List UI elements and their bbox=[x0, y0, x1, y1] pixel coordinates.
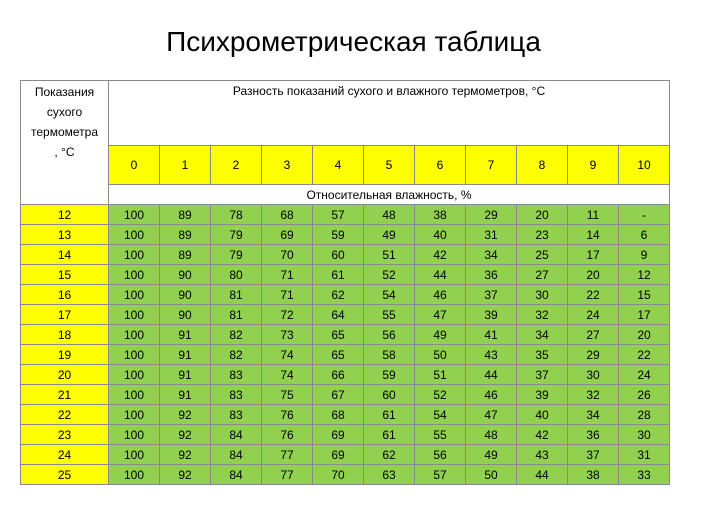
humidity-cell: 25 bbox=[517, 245, 568, 265]
header-row-difference bbox=[21, 81, 670, 146]
header-row-columns bbox=[21, 146, 670, 185]
humidity-cell: 58 bbox=[364, 345, 415, 365]
humidity-cell: 35 bbox=[517, 345, 568, 365]
humidity-cell: 31 bbox=[619, 445, 670, 465]
row-temp-label: 13 bbox=[21, 225, 109, 245]
humidity-cell: 90 bbox=[160, 285, 211, 305]
table-row bbox=[21, 265, 670, 285]
humidity-cell: 100 bbox=[109, 445, 160, 465]
humidity-cell: 22 bbox=[619, 345, 670, 365]
table-row bbox=[21, 425, 670, 445]
humidity-cell: 79 bbox=[211, 225, 262, 245]
humidity-cell: 100 bbox=[109, 345, 160, 365]
humidity-cell: 84 bbox=[211, 465, 262, 485]
humidity-cell: 61 bbox=[364, 425, 415, 445]
humidity-cell: 49 bbox=[466, 445, 517, 465]
humidity-cell: 60 bbox=[313, 245, 364, 265]
row-temp-label: 16 bbox=[21, 285, 109, 305]
dry-temp-header bbox=[21, 81, 109, 205]
humidity-cell: 82 bbox=[211, 325, 262, 345]
humidity-cell: 59 bbox=[313, 225, 364, 245]
row-temp-label: 17 bbox=[21, 305, 109, 325]
humidity-cell: 38 bbox=[568, 465, 619, 485]
humidity-cell: 100 bbox=[109, 425, 160, 445]
humidity-cell: 20 bbox=[517, 205, 568, 225]
humidity-cell: 79 bbox=[211, 245, 262, 265]
row-temp-label: 19 bbox=[21, 345, 109, 365]
humidity-cell: 26 bbox=[619, 385, 670, 405]
header-row-humidity bbox=[21, 185, 670, 205]
humidity-cell: 17 bbox=[568, 245, 619, 265]
humidity-cell: 48 bbox=[364, 205, 415, 225]
humidity-cell: 90 bbox=[160, 305, 211, 325]
humidity-cell: 46 bbox=[466, 385, 517, 405]
humidity-cell: 91 bbox=[160, 325, 211, 345]
table-row bbox=[21, 225, 670, 245]
humidity-cell: 64 bbox=[313, 305, 364, 325]
humidity-cell: 54 bbox=[364, 285, 415, 305]
table-row bbox=[21, 405, 670, 425]
humidity-cell: 11 bbox=[568, 205, 619, 225]
humidity-cell: 57 bbox=[415, 465, 466, 485]
table-row bbox=[21, 245, 670, 265]
humidity-cell: 29 bbox=[568, 345, 619, 365]
humidity-cell: 81 bbox=[211, 285, 262, 305]
table-row bbox=[21, 205, 670, 225]
humidity-cell: 34 bbox=[568, 405, 619, 425]
humidity-cell: 76 bbox=[262, 425, 313, 445]
humidity-cell: 100 bbox=[109, 245, 160, 265]
humidity-cell: 71 bbox=[262, 265, 313, 285]
humidity-cell: 30 bbox=[568, 365, 619, 385]
humidity-cell: 28 bbox=[619, 405, 670, 425]
dry-temp-header-line: , °С bbox=[54, 145, 75, 159]
psychrometric-table-container bbox=[20, 80, 670, 485]
humidity-cell: 24 bbox=[568, 305, 619, 325]
humidity-cell: 48 bbox=[466, 425, 517, 445]
column-header-cell: 8 bbox=[517, 146, 568, 185]
humidity-cell: 33 bbox=[619, 465, 670, 485]
humidity-cell: 92 bbox=[160, 465, 211, 485]
humidity-cell: 39 bbox=[517, 385, 568, 405]
row-temp-label: 23 bbox=[21, 425, 109, 445]
humidity-cell: 65 bbox=[313, 345, 364, 365]
humidity-cell: 77 bbox=[262, 445, 313, 465]
humidity-cell: 89 bbox=[160, 225, 211, 245]
humidity-cell: 92 bbox=[160, 425, 211, 445]
humidity-cell: 66 bbox=[313, 365, 364, 385]
humidity-cell: 56 bbox=[364, 325, 415, 345]
humidity-cell: 83 bbox=[211, 365, 262, 385]
humidity-cell: 90 bbox=[160, 265, 211, 285]
humidity-header: Относительная влажность, % bbox=[109, 185, 670, 205]
humidity-cell: 91 bbox=[160, 385, 211, 405]
row-temp-label: 21 bbox=[21, 385, 109, 405]
humidity-cell: 84 bbox=[211, 425, 262, 445]
humidity-cell: 92 bbox=[160, 445, 211, 465]
humidity-cell: 77 bbox=[262, 465, 313, 485]
column-header-cell: 10 bbox=[619, 146, 670, 185]
humidity-cell: 54 bbox=[415, 405, 466, 425]
humidity-cell: 31 bbox=[466, 225, 517, 245]
humidity-cell: 68 bbox=[313, 405, 364, 425]
humidity-cell: 75 bbox=[262, 385, 313, 405]
humidity-cell: 39 bbox=[466, 305, 517, 325]
humidity-cell: 70 bbox=[262, 245, 313, 265]
humidity-cell: 69 bbox=[313, 425, 364, 445]
column-header-cell: 4 bbox=[313, 146, 364, 185]
table-row bbox=[21, 305, 670, 325]
column-header-cell: 2 bbox=[211, 146, 262, 185]
humidity-cell: 44 bbox=[466, 365, 517, 385]
page-title: Психрометрическая таблица bbox=[166, 26, 541, 57]
humidity-cell: 50 bbox=[415, 345, 466, 365]
table-row bbox=[21, 325, 670, 345]
humidity-cell: 29 bbox=[466, 205, 517, 225]
humidity-cell: 100 bbox=[109, 385, 160, 405]
humidity-cell: - bbox=[619, 205, 670, 225]
humidity-cell: 100 bbox=[109, 305, 160, 325]
humidity-cell: 42 bbox=[415, 245, 466, 265]
humidity-cell: 65 bbox=[313, 325, 364, 345]
row-temp-label: 25 bbox=[21, 465, 109, 485]
row-temp-label: 20 bbox=[21, 365, 109, 385]
humidity-cell: 14 bbox=[568, 225, 619, 245]
humidity-cell: 62 bbox=[313, 285, 364, 305]
humidity-cell: 89 bbox=[160, 245, 211, 265]
column-header-cell: 3 bbox=[262, 146, 313, 185]
humidity-cell: 57 bbox=[313, 205, 364, 225]
humidity-cell: 91 bbox=[160, 365, 211, 385]
row-temp-label: 24 bbox=[21, 445, 109, 465]
humidity-cell: 32 bbox=[517, 305, 568, 325]
humidity-cell: 100 bbox=[109, 265, 160, 285]
humidity-cell: 73 bbox=[262, 325, 313, 345]
dry-temp-header-line: термометра bbox=[30, 125, 98, 139]
row-temp-label: 22 bbox=[21, 405, 109, 425]
table-row bbox=[21, 365, 670, 385]
humidity-cell: 59 bbox=[364, 365, 415, 385]
column-header-cell: 1 bbox=[160, 146, 211, 185]
humidity-cell: 74 bbox=[262, 365, 313, 385]
row-temp-label: 12 bbox=[21, 205, 109, 225]
humidity-cell: 100 bbox=[109, 365, 160, 385]
humidity-cell: 23 bbox=[517, 225, 568, 245]
column-header-cell: 5 bbox=[364, 146, 415, 185]
humidity-cell: 100 bbox=[109, 225, 160, 245]
humidity-cell: 70 bbox=[313, 465, 364, 485]
humidity-cell: 61 bbox=[364, 405, 415, 425]
table-row bbox=[21, 285, 670, 305]
humidity-cell: 89 bbox=[160, 205, 211, 225]
column-header-cell: 7 bbox=[466, 146, 517, 185]
row-temp-label: 18 bbox=[21, 325, 109, 345]
humidity-cell: 63 bbox=[364, 465, 415, 485]
humidity-cell: 36 bbox=[568, 425, 619, 445]
humidity-cell: 47 bbox=[415, 305, 466, 325]
humidity-cell: 83 bbox=[211, 385, 262, 405]
humidity-cell: 40 bbox=[415, 225, 466, 245]
humidity-cell: 34 bbox=[517, 325, 568, 345]
humidity-cell: 61 bbox=[313, 265, 364, 285]
humidity-cell: 30 bbox=[517, 285, 568, 305]
humidity-cell: 12 bbox=[619, 265, 670, 285]
humidity-cell: 81 bbox=[211, 305, 262, 325]
humidity-cell: 24 bbox=[619, 365, 670, 385]
humidity-cell: 43 bbox=[517, 445, 568, 465]
humidity-cell: 72 bbox=[262, 305, 313, 325]
psychrometric-table bbox=[20, 80, 670, 485]
humidity-cell: 74 bbox=[262, 345, 313, 365]
humidity-cell: 91 bbox=[160, 345, 211, 365]
table-row bbox=[21, 345, 670, 365]
humidity-cell: 38 bbox=[415, 205, 466, 225]
humidity-cell: 62 bbox=[364, 445, 415, 465]
humidity-cell: 100 bbox=[109, 285, 160, 305]
humidity-cell: 17 bbox=[619, 305, 670, 325]
humidity-cell: 37 bbox=[466, 285, 517, 305]
humidity-cell: 46 bbox=[415, 285, 466, 305]
humidity-cell: 51 bbox=[415, 365, 466, 385]
humidity-cell: 43 bbox=[466, 345, 517, 365]
table-row bbox=[21, 385, 670, 405]
table-row bbox=[21, 445, 670, 465]
dry-temp-header-line: Показания bbox=[34, 85, 95, 99]
humidity-cell: 44 bbox=[517, 465, 568, 485]
humidity-cell: 34 bbox=[466, 245, 517, 265]
humidity-cell: 37 bbox=[568, 445, 619, 465]
humidity-cell: 27 bbox=[568, 325, 619, 345]
humidity-cell: 44 bbox=[415, 265, 466, 285]
difference-header: Разность показаний сухого и влажного термометров, °С bbox=[109, 81, 670, 146]
humidity-cell: 100 bbox=[109, 405, 160, 425]
humidity-cell: 9 bbox=[619, 245, 670, 265]
humidity-cell: 55 bbox=[364, 305, 415, 325]
humidity-cell: 100 bbox=[109, 325, 160, 345]
humidity-cell: 50 bbox=[466, 465, 517, 485]
humidity-cell: 68 bbox=[262, 205, 313, 225]
humidity-cell: 42 bbox=[517, 425, 568, 445]
humidity-cell: 84 bbox=[211, 445, 262, 465]
humidity-cell: 15 bbox=[619, 285, 670, 305]
humidity-cell: 71 bbox=[262, 285, 313, 305]
humidity-cell: 100 bbox=[109, 205, 160, 225]
dry-temp-header-line: сухого bbox=[46, 105, 83, 119]
humidity-cell: 69 bbox=[313, 445, 364, 465]
humidity-cell: 67 bbox=[313, 385, 364, 405]
humidity-cell: 30 bbox=[619, 425, 670, 445]
humidity-cell: 22 bbox=[568, 285, 619, 305]
humidity-cell: 47 bbox=[466, 405, 517, 425]
column-header-cell: 6 bbox=[415, 146, 466, 185]
humidity-cell: 56 bbox=[415, 445, 466, 465]
row-temp-label: 14 bbox=[21, 245, 109, 265]
row-temp-label: 15 bbox=[21, 265, 109, 285]
column-header-cell: 0 bbox=[109, 146, 160, 185]
humidity-cell: 60 bbox=[364, 385, 415, 405]
humidity-cell: 41 bbox=[466, 325, 517, 345]
humidity-cell: 55 bbox=[415, 425, 466, 445]
humidity-cell: 52 bbox=[364, 265, 415, 285]
column-header-cell: 9 bbox=[568, 146, 619, 185]
humidity-cell: 40 bbox=[517, 405, 568, 425]
humidity-cell: 83 bbox=[211, 405, 262, 425]
humidity-cell: 49 bbox=[364, 225, 415, 245]
humidity-cell: 20 bbox=[619, 325, 670, 345]
humidity-cell: 76 bbox=[262, 405, 313, 425]
humidity-cell: 69 bbox=[262, 225, 313, 245]
humidity-cell: 6 bbox=[619, 225, 670, 245]
humidity-cell: 100 bbox=[109, 465, 160, 485]
humidity-cell: 78 bbox=[211, 205, 262, 225]
humidity-cell: 37 bbox=[517, 365, 568, 385]
humidity-cell: 51 bbox=[364, 245, 415, 265]
humidity-cell: 27 bbox=[517, 265, 568, 285]
humidity-cell: 82 bbox=[211, 345, 262, 365]
humidity-cell: 92 bbox=[160, 405, 211, 425]
humidity-cell: 36 bbox=[466, 265, 517, 285]
humidity-cell: 20 bbox=[568, 265, 619, 285]
humidity-cell: 49 bbox=[415, 325, 466, 345]
humidity-cell: 52 bbox=[415, 385, 466, 405]
humidity-cell: 32 bbox=[568, 385, 619, 405]
table-row bbox=[21, 465, 670, 485]
humidity-cell: 80 bbox=[211, 265, 262, 285]
